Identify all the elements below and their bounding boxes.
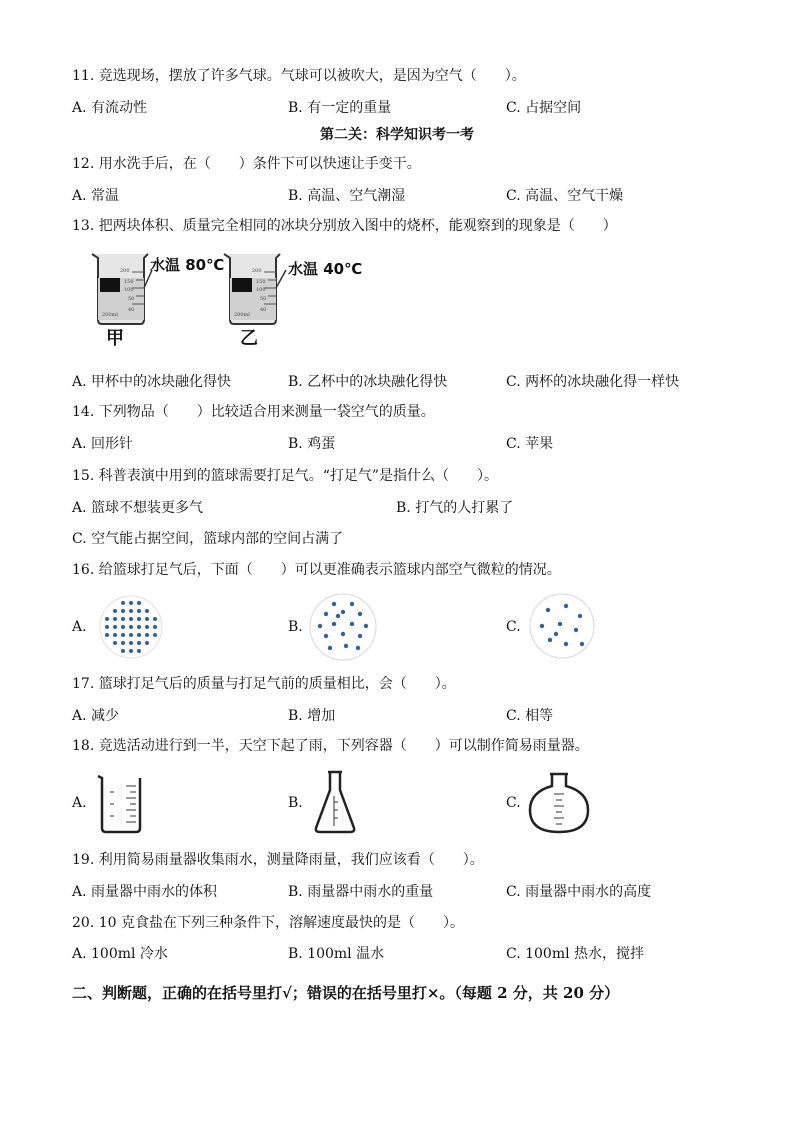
q20-stem: 20. 10 克食盐在下列三种条件下，溶解速度最快的是（ ）。 [72, 915, 464, 931]
beaker-jia-scale-100: 100 [124, 287, 134, 293]
beaker-jia-scale-150: 150 [124, 279, 134, 285]
air-particle [341, 632, 345, 636]
q13-stem: 13. 把两块体积、质量完全相同的冰块分别放入图中的烧杯，能观察到的现象是（ ） [72, 218, 617, 234]
q12-option-a[interactable]: A. 常温 [72, 188, 120, 204]
air-particle [574, 628, 578, 632]
air-particle [153, 617, 157, 621]
air-particle [113, 625, 117, 629]
q13-option-a[interactable]: A. 甲杯中的冰块融化得快 [72, 374, 232, 390]
particle-diagram-c[interactable] [526, 590, 598, 662]
q11-option-b[interactable]: B. 有一定的重量 [288, 100, 392, 116]
container-round-flask[interactable] [526, 772, 592, 834]
air-particle [558, 622, 562, 626]
air-particle [344, 644, 348, 648]
air-particle [145, 617, 149, 621]
beaker-jia-scale-50: 50 [128, 296, 135, 302]
beaker-jia-scale-40: 40 [128, 307, 135, 313]
q18-stem: 18. 竞选活动进行到一半，天空下起了雨，下列容器（ ）可以制作简易雨量器。 [72, 738, 589, 754]
air-particle [324, 612, 328, 616]
air-particle [129, 601, 133, 605]
q15-option-c[interactable]: C. 空气能占据空间，篮球内部的空间占满了 [72, 531, 344, 547]
q14-stem: 14. 下列物品（ ）比较适合用来测量一袋空气的质量。 [72, 404, 435, 420]
q15-stem: 15. 科普表演中用到的篮球需要打足气。“打足气”是指什么（ ）。 [72, 468, 499, 484]
part2-title: 二、判断题，正确的在括号里打√；错误的在括号里打×。（每题 2 分，共 20 分） [72, 984, 620, 1002]
q18-option-c[interactable]: C. [506, 795, 521, 811]
beaker-jia-cap: 200ml [102, 312, 118, 318]
air-particle [358, 634, 362, 638]
air-particle [153, 625, 157, 629]
air-particle [358, 612, 362, 616]
air-particle [153, 633, 157, 637]
air-particle [121, 625, 125, 629]
beaker-yi-cap: 200ml [234, 312, 250, 318]
q13-option-c[interactable]: C. 两杯的冰块融化得一样快 [506, 374, 680, 390]
air-particle [580, 642, 584, 646]
air-particle [324, 634, 328, 638]
particle-diagram-b[interactable] [306, 590, 380, 664]
container-conical-flask[interactable] [310, 770, 360, 834]
air-particle [540, 624, 544, 628]
air-particle [121, 641, 125, 645]
air-particle [137, 625, 141, 629]
air-particle [564, 604, 568, 608]
air-particle [113, 641, 117, 645]
air-particle [121, 601, 125, 605]
q19-stem: 19. 利用简易雨量器收集雨水，测量降雨量，我们应该看（ ）。 [72, 852, 484, 868]
beaker-figure-yi [220, 248, 370, 348]
air-particle [129, 625, 133, 629]
container-beaker[interactable] [96, 772, 146, 834]
air-particle [350, 602, 354, 606]
q17-stem: 17. 篮球打足气后的质量与打足气前的质量相比，会（ ）。 [72, 676, 456, 692]
air-particle [145, 633, 149, 637]
air-particle [105, 633, 109, 637]
air-particle [578, 614, 582, 618]
air-particle [113, 609, 117, 613]
q19-option-b[interactable]: B. 雨量器中雨水的重量 [288, 884, 434, 900]
air-particle [137, 617, 141, 621]
air-particle [145, 625, 149, 629]
beaker-yi-scale-40: 40 [260, 307, 267, 313]
air-particle [113, 633, 117, 637]
q15-option-a[interactable]: A. 篮球不想装更多气 [72, 500, 204, 516]
air-particle [137, 649, 141, 653]
beaker-yi-scale-150: 150 [256, 279, 266, 285]
q16-option-b[interactable]: B. [288, 619, 303, 635]
q20-option-b[interactable]: B. 100ml 温水 [288, 946, 385, 962]
beaker-yi-scale-50: 50 [260, 296, 267, 302]
air-particle [121, 609, 125, 613]
air-particle [129, 617, 133, 621]
air-particle [137, 609, 141, 613]
air-particle [350, 622, 354, 626]
q13-option-b[interactable]: B. 乙杯中的冰块融化得快 [288, 374, 448, 390]
air-particle [121, 649, 125, 653]
q11-option-c[interactable]: C. 占据空间 [506, 100, 582, 116]
air-particle [129, 609, 133, 613]
q19-option-a[interactable]: A. 雨量器中雨水的体积 [72, 884, 218, 900]
air-particle [129, 649, 133, 653]
q18-option-a[interactable]: A. [72, 795, 87, 811]
air-particle [332, 622, 336, 626]
air-particle [328, 646, 332, 650]
air-particle [145, 641, 149, 645]
air-particle [332, 602, 336, 606]
air-particle [546, 608, 550, 612]
air-particle [105, 625, 109, 629]
q12-option-c[interactable]: C. 高温、空气干燥 [506, 188, 624, 204]
q15-option-b[interactable]: B. 打气的人打累了 [396, 500, 514, 516]
q17-option-c[interactable]: C. 相等 [506, 708, 554, 724]
q16-option-a[interactable]: A. [72, 619, 87, 635]
q11-option-a[interactable]: A. 有流动性 [72, 100, 148, 116]
q19-option-c[interactable]: C. 雨量器中雨水的高度 [506, 884, 652, 900]
air-particle [341, 610, 345, 614]
air-particle [554, 632, 558, 636]
air-particle [336, 614, 340, 618]
q14-option-b[interactable]: B. 鸡蛋 [288, 436, 336, 452]
air-particle [318, 624, 322, 628]
air-particle [364, 624, 368, 628]
q17-option-a[interactable]: A. 减少 [72, 708, 120, 724]
beaker-name-jia: 甲 [106, 328, 124, 348]
beaker-yi-scale-200: 200 [252, 268, 262, 274]
air-particle [137, 601, 141, 605]
air-particle [121, 633, 125, 637]
air-particle [121, 617, 125, 621]
q18-option-b[interactable]: B. [288, 795, 303, 811]
q11-stem: 11. 竞选现场，摆放了许多气球。气球可以被吹大，是因为空气（ ）。 [72, 68, 526, 84]
q14-option-a[interactable]: A. 回形针 [72, 436, 134, 452]
q20-option-c[interactable]: C. 100ml 热水，搅拌 [506, 946, 645, 962]
air-particle [105, 617, 109, 621]
q14-option-c[interactable]: C. 苹果 [506, 436, 554, 452]
air-particle [356, 646, 360, 650]
air-particle [137, 633, 141, 637]
beaker-name-yi: 乙 [240, 328, 258, 348]
section2-title: 第二关：科学知识考一考 [320, 127, 474, 143]
particle-diagram-a[interactable] [96, 592, 166, 662]
q17-option-b[interactable]: B. 增加 [288, 708, 336, 724]
q16-stem: 16. 给篮球打足气后，下面（ ）可以更准确表示篮球内部空气微粒的情况。 [72, 562, 561, 578]
air-particle [129, 641, 133, 645]
air-particle [564, 642, 568, 646]
q20-option-a[interactable]: A. 100ml 冷水 [72, 946, 168, 962]
beaker-yi-scale-100: 100 [256, 287, 266, 293]
air-particle [145, 609, 149, 613]
q12-option-b[interactable]: B. 高温、空气潮湿 [288, 188, 406, 204]
air-particle [548, 638, 552, 642]
beaker-figure-jia [88, 248, 228, 348]
water-temp-label-jia: 水温 80℃ [150, 256, 225, 274]
water-temp-label-yi: 水温 40℃ [288, 260, 363, 278]
air-particle [113, 617, 117, 621]
air-particle [137, 641, 141, 645]
q16-option-c[interactable]: C. [506, 619, 521, 635]
q12-stem: 12. 用水洗手后，在（ ）条件下可以快速让手变干。 [72, 156, 421, 172]
beaker-jia-scale-200: 200 [120, 268, 130, 274]
air-particle [129, 633, 133, 637]
